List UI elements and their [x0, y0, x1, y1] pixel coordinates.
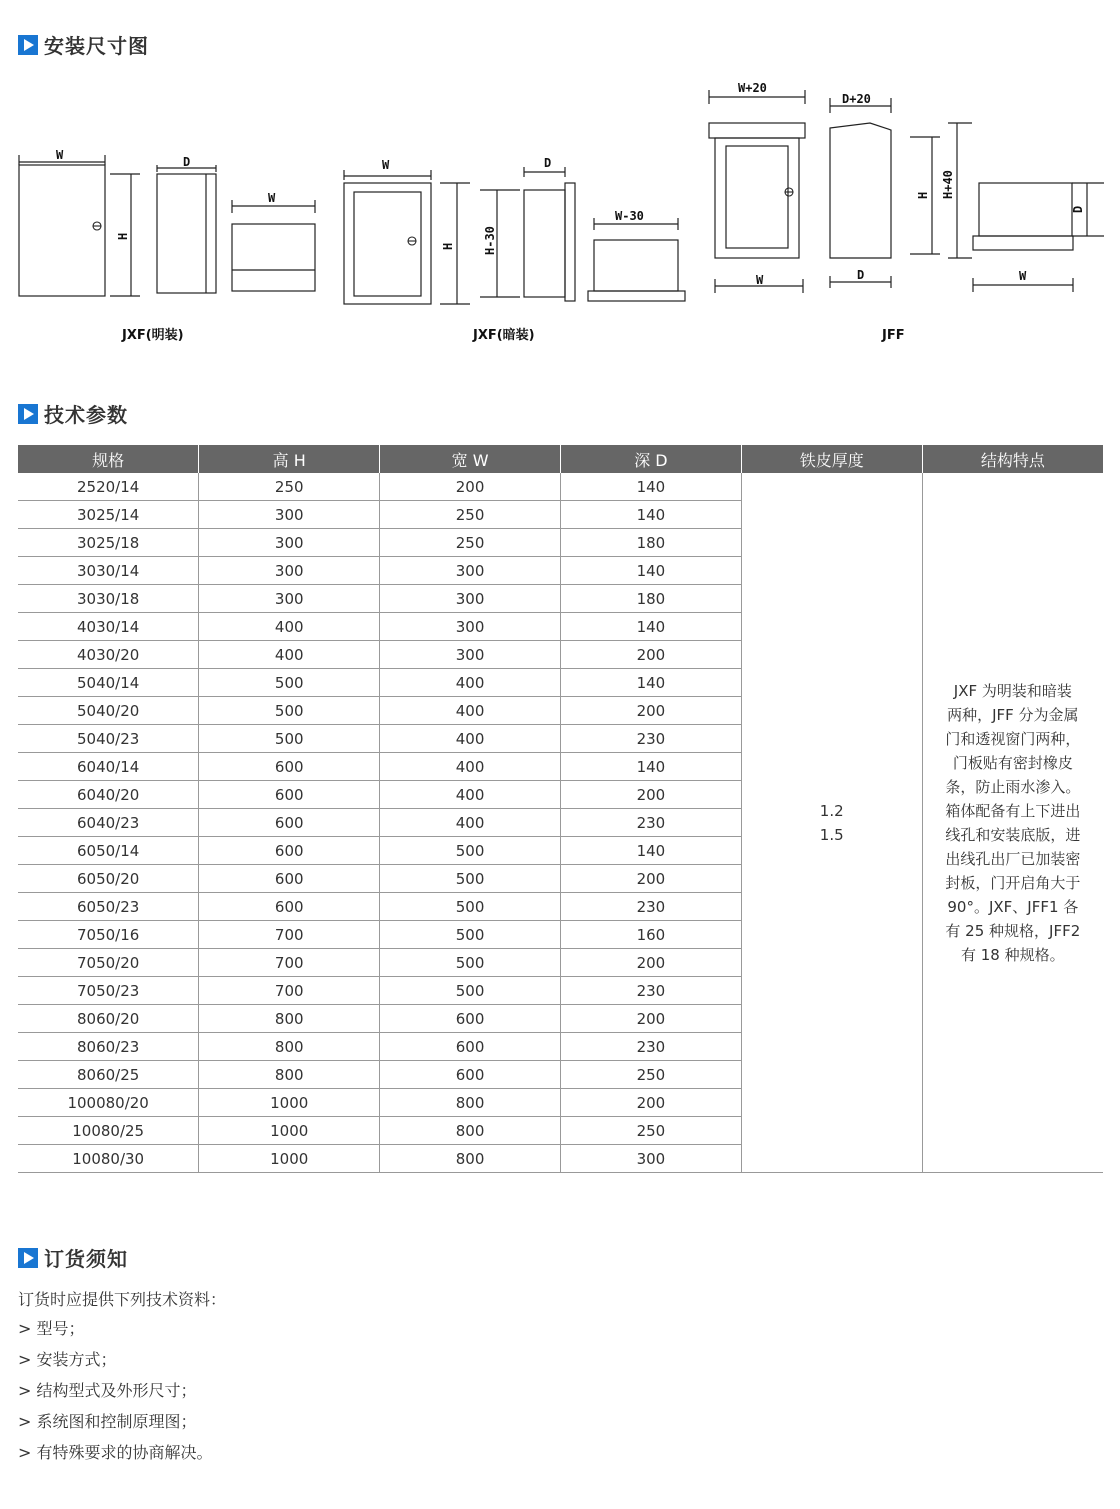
table-row [18, 473, 1103, 501]
feature-line: 封板，门开启角大于 [945, 873, 1081, 892]
feature-cell [922, 473, 1103, 1173]
table-cell: 400 [380, 669, 561, 697]
table-cell: 400 [380, 725, 561, 753]
table-cell: 700 [199, 977, 380, 1005]
feature-line: 90°。JXF、JFF1 各 [947, 897, 1079, 916]
svg-text:D: D [183, 155, 191, 169]
table-cell: 100080/20 [18, 1089, 199, 1117]
table-cell: 250 [560, 1061, 741, 1089]
feature-line: 条，防止雨水渗入。 [945, 777, 1081, 796]
table-cell: 400 [199, 613, 380, 641]
table-cell: 7050/20 [18, 949, 199, 977]
table-cell: 400 [199, 641, 380, 669]
list-item: > 型号； [18, 1319, 85, 1338]
table-cell: 3030/18 [18, 585, 199, 613]
table-cell: 600 [199, 809, 380, 837]
table-cell: 500 [380, 921, 561, 949]
feature-line: JXF 为明装和暗装 [953, 681, 1072, 700]
thickness-cell [741, 473, 922, 1173]
table-cell: 10080/25 [18, 1117, 199, 1145]
table-cell: 230 [560, 1033, 741, 1061]
section-title: 订货须知 [44, 1247, 128, 1271]
table-cell: 2520/14 [18, 473, 199, 501]
col-header: 铁皮厚度 [741, 445, 922, 473]
table-cell: 200 [560, 1089, 741, 1117]
table-cell: 500 [199, 669, 380, 697]
table-cell: 1000 [199, 1145, 380, 1173]
order-list [18, 1318, 213, 1473]
table-cell: 8060/20 [18, 1005, 199, 1033]
table-cell: 230 [560, 725, 741, 753]
svg-text:H-30: H-30 [483, 226, 497, 255]
section-header-order [18, 1243, 128, 1272]
table-cell: 4030/14 [18, 613, 199, 641]
dimension-diagram [0, 70, 1120, 350]
thickness-value: 1.2 [819, 801, 844, 820]
table-cell: 600 [199, 781, 380, 809]
table-cell: 500 [199, 725, 380, 753]
table-cell: 160 [560, 921, 741, 949]
table-cell: 6040/14 [18, 753, 199, 781]
table-cell: 200 [560, 697, 741, 725]
table-cell: 500 [199, 697, 380, 725]
table-cell: 140 [560, 837, 741, 865]
feature-line: 门板贴有密封橡皮 [952, 753, 1073, 772]
table-cell: 300 [380, 585, 561, 613]
table-cell: 600 [380, 1061, 561, 1089]
table-cell: 600 [380, 1005, 561, 1033]
table-cell: 800 [380, 1145, 561, 1173]
table-cell: 1000 [199, 1117, 380, 1145]
table-cell: 300 [380, 613, 561, 641]
svg-text:D: D [1071, 205, 1085, 213]
table-cell: 3025/14 [18, 501, 199, 529]
table-cell: 500 [380, 977, 561, 1005]
table-cell: 230 [560, 893, 741, 921]
table-cell: 400 [380, 781, 561, 809]
col-header: 宽 W [380, 445, 561, 473]
table-cell: 6050/14 [18, 837, 199, 865]
table-cell: 700 [199, 921, 380, 949]
table-cell: 6050/23 [18, 893, 199, 921]
table-cell: 200 [560, 1005, 741, 1033]
table-cell: 250 [380, 529, 561, 557]
table-cell: 200 [380, 473, 561, 501]
table-cell: 4030/20 [18, 641, 199, 669]
caption-jxf-flush: JXF(暗装) [473, 328, 535, 343]
table-cell: 200 [560, 949, 741, 977]
table-cell: 300 [560, 1145, 741, 1173]
table-cell: 500 [380, 949, 561, 977]
table-cell: 500 [380, 837, 561, 865]
table-cell: 180 [560, 585, 741, 613]
section-title: 安装尺寸图 [44, 34, 149, 58]
svg-text:W: W [268, 191, 276, 205]
feature-line: 两种，JFF 分为金属 [947, 705, 1079, 724]
table-cell: 230 [560, 809, 741, 837]
section-header-params [18, 399, 128, 428]
col-header: 规格 [18, 445, 199, 473]
caption-jxf-surface: JXF(明装) [122, 328, 184, 343]
table-cell: 300 [199, 529, 380, 557]
col-header: 结构特点 [922, 445, 1103, 473]
table-cell: 300 [199, 501, 380, 529]
thickness-value: 1.5 [819, 825, 844, 844]
table-cell: 140 [560, 501, 741, 529]
table-cell: 500 [380, 865, 561, 893]
table-cell: 3030/14 [18, 557, 199, 585]
caption-jff: JFF [882, 328, 905, 343]
table-cell: 1000 [199, 1089, 380, 1117]
table-cell: 6040/20 [18, 781, 199, 809]
table-cell: 7050/16 [18, 921, 199, 949]
feature-line: 有 18 种规格。 [961, 945, 1065, 964]
table-cell: 250 [199, 473, 380, 501]
svg-text:W: W [756, 273, 764, 287]
table-cell: 7050/23 [18, 977, 199, 1005]
table-cell: 600 [380, 1033, 561, 1061]
table-header-row [18, 445, 1103, 473]
list-item: > 系统图和控制原理图； [18, 1412, 197, 1431]
list-item: > 安装方式； [18, 1350, 117, 1369]
col-header: 深 D [560, 445, 741, 473]
table-cell: 140 [560, 753, 741, 781]
svg-text:W: W [1019, 269, 1027, 283]
table-cell: 600 [199, 837, 380, 865]
table-cell: 600 [199, 893, 380, 921]
table-cell: 800 [199, 1033, 380, 1061]
table-cell: 200 [560, 641, 741, 669]
svg-text:D: D [544, 156, 552, 170]
col-header: 高 H [199, 445, 380, 473]
svg-text:D: D [857, 268, 865, 282]
feature-line: 线孔和安装底版，进 [945, 825, 1081, 844]
table-cell: 800 [380, 1089, 561, 1117]
svg-text:H+40: H+40 [941, 170, 955, 199]
feature-line: 门和透视窗门两种， [945, 729, 1081, 748]
svg-text:W-30: W-30 [615, 209, 644, 223]
table-cell: 300 [380, 557, 561, 585]
table-cell: 300 [199, 585, 380, 613]
table-cell: 600 [199, 753, 380, 781]
table-cell: 10080/30 [18, 1145, 199, 1173]
table-cell: 200 [560, 781, 741, 809]
table-cell: 400 [380, 753, 561, 781]
section-header-install [18, 30, 149, 59]
table-cell: 5040/14 [18, 669, 199, 697]
spec-table [18, 445, 1103, 1173]
table-cell: 140 [560, 557, 741, 585]
list-item: > 结构型式及外形尺寸； [18, 1381, 197, 1400]
feature-line: 出线孔出厂已加装密 [945, 849, 1081, 868]
table-cell: 6050/20 [18, 865, 199, 893]
table-cell: 300 [199, 557, 380, 585]
feature-line: 箱体配备有上下进出 [945, 801, 1081, 820]
svg-text:W+20: W+20 [738, 81, 767, 95]
play-arrow-icon [18, 404, 38, 424]
table-cell: 8060/25 [18, 1061, 199, 1089]
table-cell: 500 [380, 893, 561, 921]
table-cell: 5040/20 [18, 697, 199, 725]
svg-text:W: W [382, 158, 390, 172]
dim-label-w: W [56, 148, 64, 162]
table-cell: 180 [560, 529, 741, 557]
table-cell: 140 [560, 669, 741, 697]
table-cell: 200 [560, 865, 741, 893]
svg-text:H: H [441, 242, 455, 250]
table-cell: 400 [380, 809, 561, 837]
table-cell: 3025/18 [18, 529, 199, 557]
table-cell: 800 [199, 1005, 380, 1033]
list-item: > 有特殊要求的协商解决。 [18, 1443, 213, 1462]
table-cell: 800 [199, 1061, 380, 1089]
svg-text:H: H [916, 191, 930, 199]
section-title: 技术参数 [44, 403, 128, 427]
table-cell: 600 [199, 865, 380, 893]
table-cell: 250 [560, 1117, 741, 1145]
table-cell: 700 [199, 949, 380, 977]
table-cell: 250 [380, 501, 561, 529]
table-cell: 400 [380, 697, 561, 725]
table-cell: 6040/23 [18, 809, 199, 837]
order-intro: 订货时应提供下列技术资料： [18, 1290, 227, 1309]
play-arrow-icon [18, 35, 38, 55]
svg-text:D+20: D+20 [842, 92, 871, 106]
table-cell: 8060/23 [18, 1033, 199, 1061]
table-cell: 230 [560, 977, 741, 1005]
table-cell: 140 [560, 613, 741, 641]
feature-line: 有 25 种规格，JFF2 [945, 921, 1081, 940]
table-cell: 800 [380, 1117, 561, 1145]
play-arrow-icon [18, 1248, 38, 1268]
svg-text:H: H [116, 232, 130, 240]
table-cell: 300 [380, 641, 561, 669]
jxf-surface-front [19, 165, 105, 296]
table-cell: 5040/23 [18, 725, 199, 753]
table-cell: 140 [560, 473, 741, 501]
